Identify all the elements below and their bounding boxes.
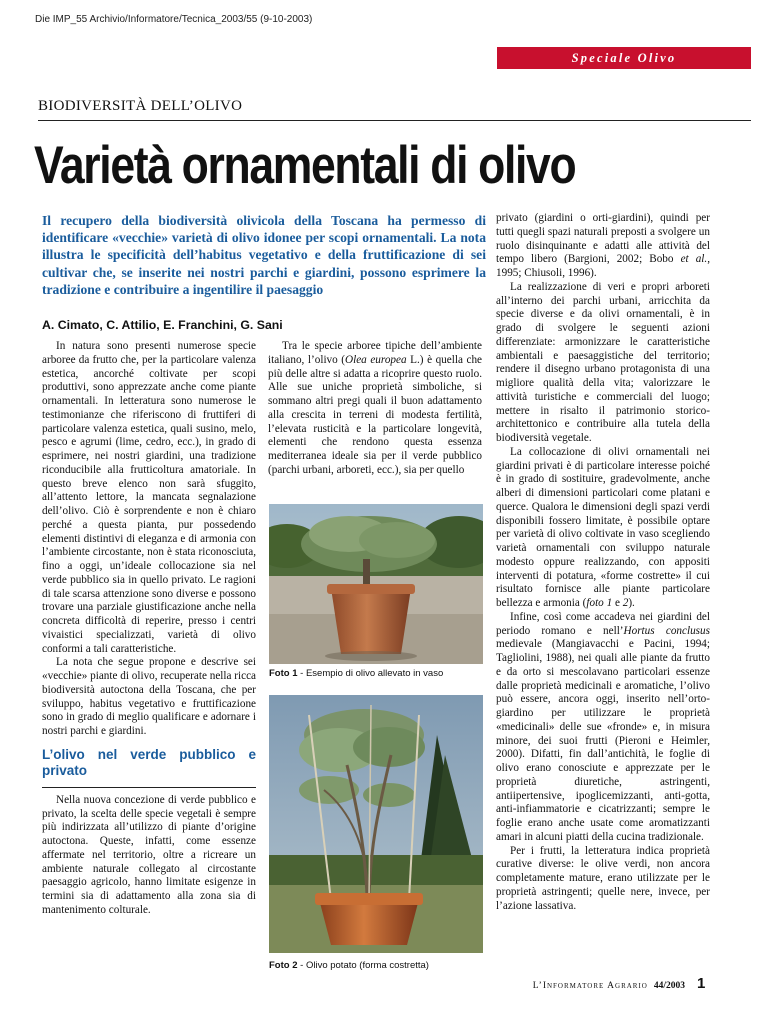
text-run: Tra le specie arboree tipiche dell’ambiente italiano, l’olivo ( xyxy=(268,340,482,366)
text-run: privato (giardini o orti-giardini), quindi per tutti quegli spazi naturali preposti a svolgere un ruolo disinquinante e adatti alle attività del tempo libero (Bargioni, 2002; Bobo xyxy=(496,212,710,266)
photo-2-caption xyxy=(269,960,429,971)
paragraph xyxy=(496,212,710,281)
text-run: , 1995; Chiusoli, 1996). xyxy=(496,253,710,279)
text-column-1 xyxy=(42,340,256,918)
section-subhead: L’olivo nel verde pubblico e privato xyxy=(42,746,256,778)
caption-separator: - xyxy=(297,960,306,971)
page-number: 1 xyxy=(697,975,706,992)
paragraph xyxy=(268,340,482,478)
caption-text: Esempio di olivo allevato in vaso xyxy=(305,668,444,679)
paragraph: In natura sono presenti numerose specie arboree da frutto che, per la particolare valenza estetica, ancorché coltivate per scopi produttivi, sono apprezzate anche come piante ornamentali. In letteratura sono numerose le testimonianze che riferiscono di fruttiferi di particolare valenza estetica, quali susino, melo, pesco e agrumi (lime, cedro, ecc.), in grado di esprimere, nei nostri giardini, una tradizione riconducibile alla frutticoltura amatoriale. In questo breve elenco non sarà sfuggito, all’attento lettore, la mancata segnalazione dell’olivo. Ciò è sorprendente e non è chiaro perché a questa pianta, pur possedendo elementi distintivi di eleganza e di armonia con l’ambiente circostante, non è stata riconosciuta, fino a oggi, un’ideale collocazione sia nel verde pubblico sia in quello privato. Le ragioni di tale scarsa attenzione sono diverse e possono trovare una parziale giustificazione anche nella concreta difficoltà di reperire, presso i centri vivaistici specializzati, varietà di olivo conformi a tali caratteristiche. xyxy=(42,340,256,655)
file-info-header: Die IMP_55 Archivio/Informatore/Tecnica_2003/55 (9-10-2003) xyxy=(35,14,313,25)
section-tab: Speciale Olivo xyxy=(497,47,751,69)
magazine-name: L’Informatore Agrario xyxy=(532,981,648,991)
paragraph: La nota che segue propone e descrive sei «vecchie» piante di olivo, recuperate nella ricca biodiversità autoctona della Toscana, che per sviluppo, habitus vegetativo e fruttificazione sono in grado di meglio qualificare e adornare i nostri parchi e giardini. xyxy=(42,656,257,737)
text-column-2 xyxy=(268,340,482,478)
paragraph: Nella nuova concezione di verde pubblico e privato, la scelta delle specie vegetali è sempre più indirizzata all’utilizzo di piante d’origine autoctona. Queste, infatti, come essenze affermate nel territorio, oltre a ricreare un ambiente naturale collegato al circostante paesaggio agricolo, hanno limitate esigenze in termini sia di adattamento alla zona sia di mantenimento colturale. xyxy=(42,793,256,916)
caption-label: Foto 2 xyxy=(269,960,298,971)
issue-number: 44/2003 xyxy=(653,981,685,991)
text-column-3 xyxy=(496,212,710,913)
article-lead: Il recupero della biodiversità olivicola della Toscana ha permesso di identificare «vecchie» varietà di olivo idonee per scopi ornamentali. La nota illustra le specificità dell’habitus vegetativo e della fruttificazione di sei cultivar che, se inserite nei nostri parchi e giardini, possono esprimere la tradizione e contribuire a ingentilire il paesaggio xyxy=(42,213,486,297)
photo-reference: 2 xyxy=(622,597,629,609)
kicker-divider xyxy=(38,120,751,121)
photo-1-caption xyxy=(269,668,443,679)
paragraph xyxy=(496,611,710,845)
caption-label: Foto 1 xyxy=(269,668,298,679)
article-title: Varietà ornamentali di olivo xyxy=(34,136,576,195)
latin-term: Hortus conclusus xyxy=(623,624,710,637)
text-run: Infine, così come accadeva nei giardini del periodo romano e nell’ xyxy=(496,610,710,637)
caption-text: Olivo potato (forma costretta) xyxy=(305,960,429,971)
photo-pruned-olive xyxy=(269,695,483,953)
paragraph: La realizzazione di veri e propri arboreti all’interno dei parchi urbani, arricchita da specie diverse e da olivi ornamentali, è in grado di svolgere le seguenti azioni differenziate: armonizzare le caratteristiche ambientali e paesaggistiche del territorio; rendere il disegno urbano protagonista di una migliore qualità della vita; valorizzare le attività turistiche e commerciali del luogo; mettere in risalto il patrimonio storico-architettonico e contribuire alla tutela della biodiversità vegetale. xyxy=(496,280,710,444)
article-kicker: BIODIVERSITÀ DELL’OLIVO xyxy=(38,98,243,114)
paragraph: Per i frutti, la letteratura indica proprietà curative diverse: le olive verdi, non ancora completamente mature, erano utilizzate per le proprietà astringenti; quelle nere, invece, per l’azione lassativa. xyxy=(496,844,710,912)
species-name: Olea europea xyxy=(345,353,407,366)
subhead-divider xyxy=(42,787,256,788)
text-run: medievale (Mangiavacchi e Pacini, 1994; Tagliolini, 1988), nei quali alle piante da frutto e da orto si mescolavano particolari essenze dalle proprietà medicinali e aromatiche, l’olivo può essere, ancora oggi, inserito nell’orto-giardino per utilizzare le proprietà «medicinali» delle sue «fronde» e, in misura minore, dei suoi frutti (Pieroni e Heimler, 2000). Difatti, fin dall’antichità, le foglie di olivo erano conosciute e apprezzate per le proprietà diuretiche, astringenti, antiipertensive, ipoglicemizzanti, anti-gotta, anti-infiammatorie e cicatrizzanti; sempre le foglie erano anche usate come aromatizzanti amari in alcuni piatti della cucina tradizionale. xyxy=(496,638,710,843)
text-run: ). xyxy=(628,597,635,609)
photo-reference: foto 1 xyxy=(586,597,613,609)
footer-magazine xyxy=(533,981,685,991)
et-al: et al. xyxy=(680,253,708,266)
photo-olive-in-pot xyxy=(269,504,483,664)
caption-separator: - xyxy=(297,668,306,679)
text-run: L.) è quella che più delle altre si adatta a ricoprire questo ruolo. Alle sue uniche proprietà simboliche, si sommano altri pregi quali il buon adattamento alla crescita in terreni di modesta fertilità, l’elevata rusticità e la particolare longevità, elementi che rendono questa essenza mediterranea ideale sia per il verde pubblico (parchi urbani, arboreti, ecc.), sia per quello xyxy=(268,353,483,476)
article-authors: A. Cimato, C. Attilio, E. Franchini, G. Sani xyxy=(42,318,283,332)
text-run: La collocazione di olivi ornamentali nei giardini privati è di particolare interesse poiché è in grado di sostituire, gradevolmente, anche alberi di dimensioni particolari come platani e querce. Qualora le dimensioni degli spazi verdi disponibili fossero limitate, è possibile optare per varietà di olivo coltivate in vaso scegliendo varietà ornamentali con sviluppo naturale modesto oppure realizzando, con appositi interventi di potatura, «forme costrette» il cui risultato fornisce alle piante particolare bellezza e armonia ( xyxy=(496,445,710,609)
paragraph xyxy=(496,446,710,611)
text-run: e xyxy=(612,597,623,609)
